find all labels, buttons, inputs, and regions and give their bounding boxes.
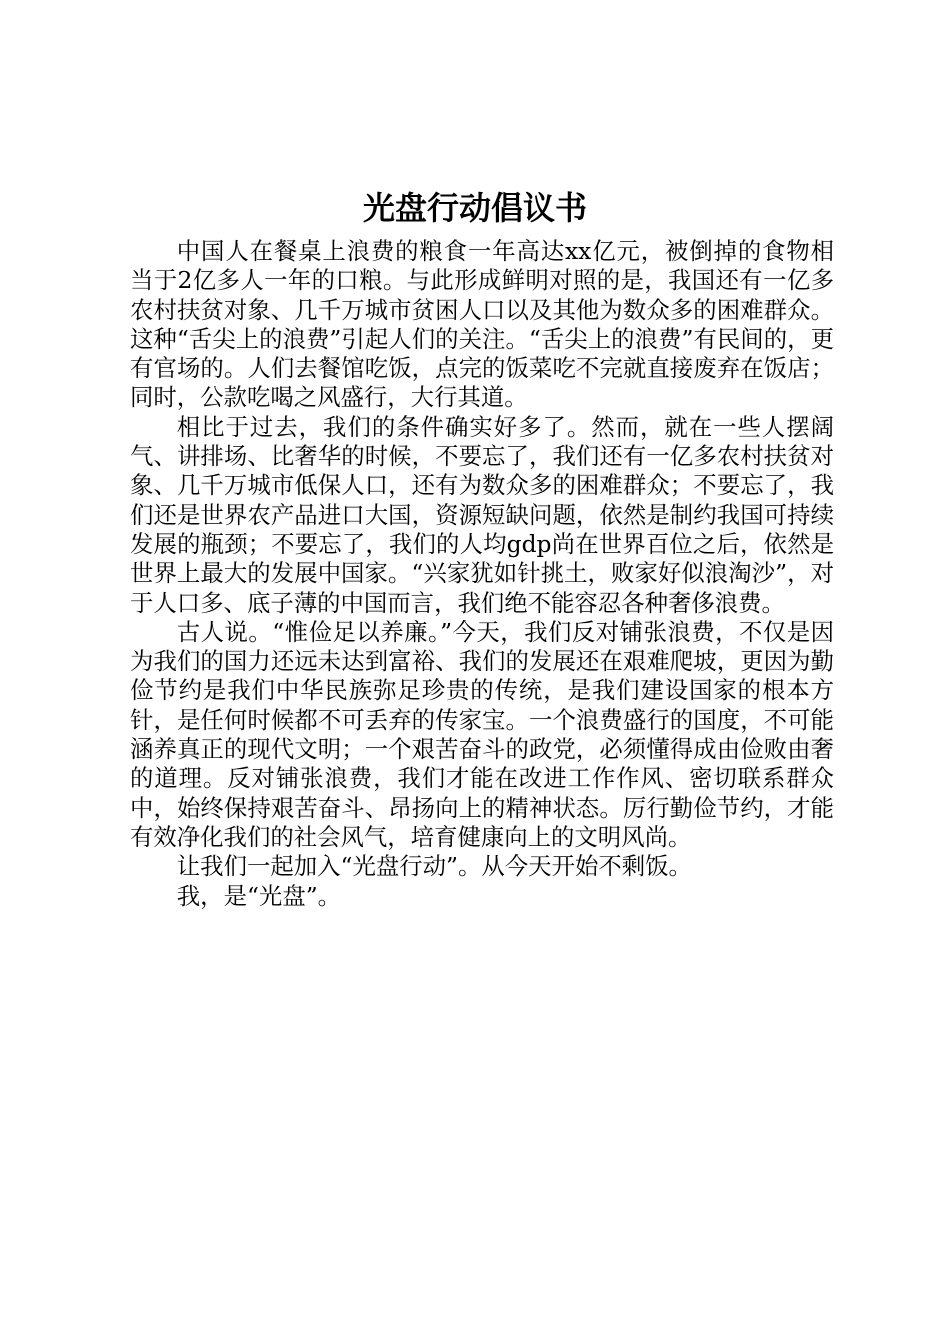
document-title: 光盘行动倡议书 [362, 189, 587, 227]
paragraph-4: 让我们一起加入“光盘行动”。从今天开始不剩饭。 [176, 852, 692, 881]
paragraph-2: 相比于过去，我们的条件确实好多了。然而，就在一些人摆阔气、讲排场、比奢华的时候，不要忘了，我们还有一亿多农村扶贫对象、几千万城市低保人口，还有为数众多的困难群众；不要忘了，我们还是世界农产品进口大国，资源短缺问题，依然是制约我国可持续发展的瓶颈；不要忘了，我们的人均gdp尚在世界百位之后，依然是世界上最大的发展中国家。“兴家犹如针挑土，败家好似浪淘沙”，对于人口多、底子薄的中国而言，我们绝不能容忍各种奢侈浪费。 [130, 412, 834, 617]
document-body [130, 237, 834, 911]
paragraph-1: 中国人在餐桌上浪费的粮食一年高达xx亿元，被倒掉的食物相当于2亿多人一年的口粮。与此形成鲜明对照的是，我国还有一亿多农村扶贫对象、几千万城市贫困人口以及其他为数众多的困难群众。这种“舌尖上的浪费”引起人们的关注。“舌尖上的浪费”有民间的，更有官场的。人们去餐馆吃饭，点完的饭菜吃不完就直接废弃在饭店；同时，公款吃喝之风盛行，大行其道。 [130, 237, 834, 412]
paragraph-5: 我，是“光盘”。 [176, 881, 342, 910]
paragraph-3: 古人说。“惟俭足以养廉。”今天，我们反对铺张浪费，不仅是因为我们的国力还远未达到富裕、我们的发展还在艰难爬坡，更因为勤俭节约是我们中华民族弥足珍贵的传统，是我们建设国家的根本方针，是任何时候都不可丢弃的传家宝。一个浪费盛行的国度，不可能涵养真正的现代文明；一个艰苦奋斗的政党，必须懂得成由俭败由奢的道理。反对铺张浪费，我们才能在改进工作作风、密切联系群众中，始终保持艰苦奋斗、昂扬向上的精神状态。厉行勤俭节约，才能有效净化我们的社会风气，培育健康向上的文明风尚。 [130, 617, 834, 851]
